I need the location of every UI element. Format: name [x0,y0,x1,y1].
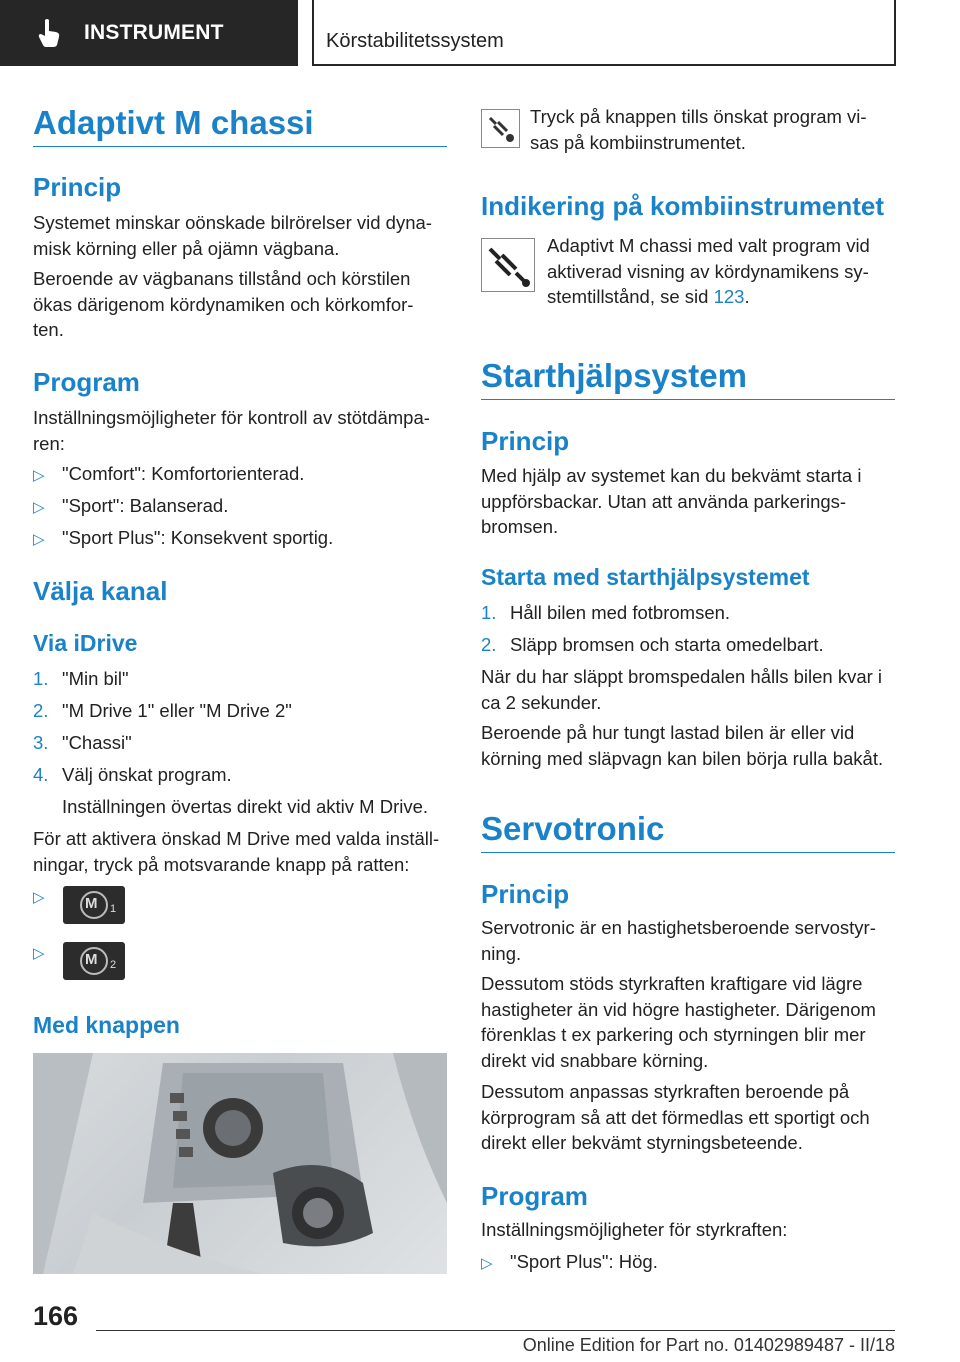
hand-pointer-icon [36,18,62,48]
section-label: INSTRUMENT [84,21,224,44]
text-line: Dessutom stöds styrkraften kraftigare vid lägre [481,973,863,994]
knappen-heading: Med knappen [33,1012,180,1038]
m-sub: 1 [110,903,117,915]
m-letter: M [85,951,98,968]
bullet-triangle-icon: ▷ [481,1255,493,1272]
text-line: Tryck på knappen tills önskat program vi‐ [530,106,867,127]
activate-paragraph [33,826,447,877]
bullet-triangle-icon: ▷ [33,467,45,484]
servotronic-title: Servotronic [481,810,665,847]
princip-paragraph-2 [33,266,447,343]
chapter-tab [312,0,896,66]
text-line: misk körning eller på ojämn vägbana. [33,237,340,259]
bullet-triangle-icon: ▷ [33,945,45,962]
step-text: "M Drive 1" eller "M Drive 2" [62,700,292,721]
title-rule [481,852,895,853]
start-princip-paragraph [481,463,895,540]
step-number: 1. [33,668,49,689]
princip-heading: Princip [33,172,122,202]
chapter-label: Körstabilitetssystem [326,30,504,52]
step-number: 2. [481,634,497,655]
list-item: "Sport Plus": Konsekvent sportig. [62,527,334,548]
indikering-heading: Indikering på kombiinstrumentet [481,191,885,221]
text-line: sas på kombiinstrumentet. [530,131,746,153]
text-fragment: stemtillstånd, se sid [547,286,714,307]
bullet-triangle-icon: ▷ [33,531,45,548]
step-number: 2. [33,700,49,721]
program-heading: Program [33,367,140,397]
text-line: direkt vid snabbare körning. [481,1049,709,1071]
start-paragraph-2 [481,720,895,771]
servo-princip-heading: Princip [481,879,570,909]
bullet-triangle-icon: ▷ [33,499,45,516]
section-title: Adaptivt M chassi [33,104,314,141]
step-text: Välj önskat program. [62,764,232,785]
text-line: körprogram så att det förmedlas ett sportigt och [481,1106,870,1128]
step-text: "Min bil" [62,668,129,689]
text-line: uppförsbackar. Utan att använda parkerings‐ [481,490,847,512]
step-number: 1. [481,602,497,623]
princip-paragraph [33,210,447,261]
text-line: aktiverad visning av kördynamikens sy‐ [547,260,869,282]
list-item: "Sport Plus": Hög. [510,1251,658,1272]
servo-paragraph-1 [481,915,895,966]
text-line: Systemet minskar oönskade bilrörelser vid dyna‐ [33,212,432,233]
step-number: 4. [33,764,49,785]
start-paragraph-1 [481,664,895,715]
text-line: ren: [33,432,65,454]
step-text: "Chassi" [62,732,132,753]
text-line: ningar, tryck på motsvarande knapp på ratten: [33,853,410,875]
text-line: ca 2 sekunder. [481,691,602,713]
m-letter: M [85,895,98,912]
text-line: bromsen. [481,516,559,537]
bullet-triangle-icon: ▷ [33,889,45,906]
damper-button-icon [481,109,520,148]
text-line: För att aktivera önskad M Drive med valda inställ‐ [33,828,440,849]
step-number: 3. [33,732,49,753]
text-line: förenklas t ex parkering och styrningen blir mer [481,1024,866,1045]
servo-paragraph-2 [481,971,895,1073]
text-line: ning. [481,942,522,964]
section-tab [0,0,298,66]
program-paragraph [33,405,447,456]
text-line: Servotronic är en hastighetsberoende servostyr‐ [481,917,876,938]
text-line: direkt eller bekvämt styrningsbeteende. [481,1132,803,1153]
text-line: körning med släpvagn kan bilen börja rulla bakåt. [481,747,884,769]
m-drive-1-button-icon [63,886,125,924]
text-line: Med hjälp av systemet kan du bekvämt starta i [481,465,862,486]
list-item: "Sport": Balanserad. [62,495,229,516]
idrive-heading: Via iDrive [33,630,138,656]
text-line [547,284,895,310]
starthjalp-title: Starthjälpsystem [481,357,747,394]
center-console-illustration [33,1053,447,1274]
title-rule [33,146,447,147]
step-text: Håll bilen med fotbromsen. [510,602,731,623]
page-number: 166 [33,1301,79,1331]
text-line: ten. [33,319,64,340]
footer-edition: Online Edition for Part no. 01402989487 - II/18 [522,1335,895,1355]
text-line: Beroende på hur tungt lastad bilen är eller vid [481,722,855,743]
chassis-display-icon [481,238,535,292]
text-line: Inställningsmöjligheter för kontroll av stötdämpa‐ [33,407,430,428]
step-note: Inställningen övertas direkt vid aktiv M Drive. [62,796,429,817]
page-reference-link[interactable]: 123 [713,286,745,307]
servo-program-heading: Program [481,1181,588,1211]
text-line: hastigheter än vid högre hastigheter. Därigenom [481,998,876,1020]
title-rule [481,399,895,400]
indikering-paragraph [547,233,895,310]
text-line: ökas därigenom kördynamiken och körkomfor‐ [33,293,414,315]
m-drive-2-button-icon [63,942,125,980]
press-paragraph [530,104,895,155]
text-line: Adaptivt M chassi med valt program vid [547,235,870,256]
step-text: Släpp bromsen och starta omedelbart. [510,634,824,655]
text-line: När du har släppt bromspedalen hålls bilen kvar i [481,666,883,687]
start-princip-heading: Princip [481,426,570,456]
list-item: "Comfort": Komfortorienterad. [62,463,305,484]
text-line: Beroende av vägbanans tillstånd och körstilen [33,268,411,289]
console-photo [33,1053,447,1274]
servo-program-line: Inställningsmöjligheter för styrkraften: [481,1219,788,1240]
text-line: Dessutom anpassas styrkraften beroende på [481,1081,850,1102]
kanal-heading: Välja kanal [33,576,168,606]
text-fragment: . [744,286,750,307]
servo-paragraph-3 [481,1079,895,1156]
start-med-heading: Starta med starthjälpsystemet [481,564,810,590]
footer-rule [96,1330,895,1331]
m-sub: 2 [110,959,117,971]
